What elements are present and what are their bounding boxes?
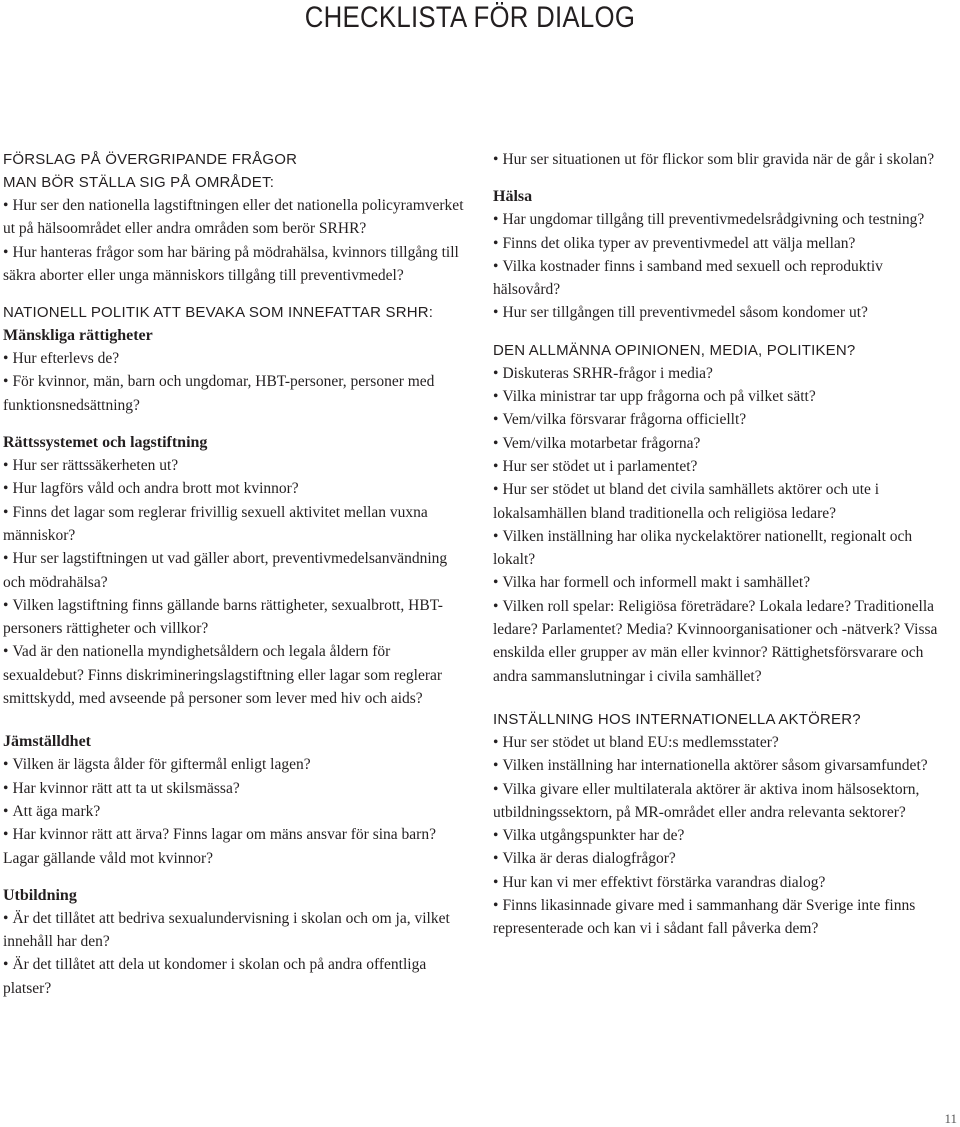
bullet-icon: • [3, 756, 9, 774]
intl-list [493, 731, 948, 941]
list-item-text: Har kvinnor rätt att ärva? Finns lagar om mäns ansvar för sina barn? Lagar gällande våld mot kvinnor? [3, 826, 436, 867]
list-item [3, 823, 473, 870]
list-item [493, 432, 948, 455]
education-cont-list [493, 148, 948, 171]
bullet-icon: • [493, 850, 499, 868]
section-heading-national-policy: NATIONELL POLITIK ATT BEVAKA SOM INNEFATTAR SRHR: [3, 304, 434, 322]
bullet-icon: • [3, 503, 9, 521]
bullet-icon: • [3, 643, 9, 661]
bullet-icon: • [493, 234, 499, 252]
equality-list [3, 753, 473, 869]
list-item-text: Vilka utgångspunkter har de? [502, 827, 685, 845]
list-item-text: Hur ser situationen ut för flickor som blir gravida när de går i skolan? [502, 151, 935, 168]
list-item-text: Har kvinnor rätt att ta ut skilsmässa? [12, 779, 240, 797]
list-item [493, 871, 948, 894]
bullet-icon: • [493, 481, 499, 499]
bullet-icon: • [493, 434, 499, 452]
list-item [493, 301, 948, 324]
list-item [493, 385, 948, 408]
list-item-text: Vem/vilka försvarar frågorna officiellt? [502, 411, 747, 429]
list-item [3, 640, 473, 710]
list-item-text: Hur efterlevs de? [12, 350, 120, 368]
bullet-icon: • [3, 826, 9, 844]
list-item-text: Hur ser rättssäkerheten ut? [12, 457, 179, 475]
bullet-icon: • [493, 597, 499, 615]
list-item-text: Har ungdomar tillgång till preventivmedelsrådgivning och testning? [502, 211, 925, 229]
list-item-text: Vilka givare eller multilaterala aktörer är aktiva inom hälsosektorn, utbildningssektorn, på MR-området eller andra relevanta sektorer? [493, 780, 920, 821]
list-item [493, 894, 948, 941]
list-item-text: Vilka kostnader finns i samband med sexuell och reproduktiv hälsovård? [493, 257, 883, 299]
bullet-icon: • [3, 802, 9, 820]
list-item-text: Är det tillåtet att bedriva sexualundervisning i skolan och om ja, vilket innehåll har den? [3, 909, 450, 951]
list-item [493, 847, 948, 870]
bullet-icon: • [3, 197, 9, 214]
bullet-icon: • [3, 909, 9, 927]
list-item [3, 800, 473, 823]
list-item [493, 362, 948, 385]
list-item [493, 455, 948, 478]
list-item [493, 754, 948, 777]
list-item [493, 255, 948, 302]
list-item [493, 731, 948, 754]
list-item-text: Hur lagförs våld och andra brott mot kvinnor? [12, 480, 299, 498]
list-item [493, 778, 948, 825]
human-rights-list [3, 347, 473, 417]
left-column [3, 148, 473, 1000]
list-item [493, 478, 948, 525]
list-item-text: Diskuteras SRHR-frågor i media? [502, 364, 713, 382]
section-heading-general-2: MAN BÖR STÄLLA SIG PÅ OMRÅDET: [3, 174, 275, 191]
section-heading-general-1: FÖRSLAG PÅ ÖVERGRIPANDE FRÅGOR [3, 151, 298, 168]
list-item-text: Att äga mark? [12, 802, 101, 820]
bullet-icon: • [3, 956, 9, 974]
section-heading-international: INSTÄLLNING HOS INTERNATIONELLA AKTÖRER? [493, 710, 861, 728]
list-item-text: Hur ser stödet ut bland EU:s medlemsstater? [502, 733, 779, 751]
bullet-icon: • [493, 527, 499, 545]
bullet-icon: • [493, 827, 499, 845]
bullet-icon: • [493, 733, 499, 751]
list-item-text: Hur kan vi mer effektivt förstärka varandras dialog? [502, 873, 826, 891]
list-item-text: Hur ser stödet ut bland det civila samhällets aktörer och ute i lokalsamhällen bland traditionella och religiösa ledare? [493, 481, 880, 522]
opinion-list [493, 362, 948, 688]
list-item-text: Vem/vilka motarbetar frågorna? [502, 434, 701, 452]
list-item-text: För kvinnor, män, barn och ungdomar, HBT-personer, personer med funktionsnedsättning? [3, 373, 435, 414]
list-item [3, 347, 473, 370]
list-item-text: Vilken inställning har olika nyckelaktörer nationellt, regionalt och lokalt? [493, 527, 913, 569]
subheading-education: Utbildning [3, 886, 77, 904]
list-item [3, 907, 473, 954]
page-title: CHECKLISTA FÖR DIALOG [304, 1, 635, 34]
right-column [493, 148, 948, 941]
list-item [493, 232, 948, 255]
health-list [493, 208, 948, 324]
bullet-icon: • [493, 304, 499, 322]
list-item [3, 594, 473, 641]
list-item-text: Finns det olika typer av preventivmedel att välja mellan? [502, 234, 856, 252]
list-item-text: Vilken är lägsta ålder för giftermål enligt lagen? [12, 756, 311, 774]
subheading-equality: Jämställdhet [3, 733, 91, 751]
bullet-icon: • [3, 779, 9, 797]
list-item-text: Hur ser tillgången till preventivmedel såsom kondomer ut? [502, 304, 868, 322]
list-item [3, 777, 473, 800]
list-item-text: Är det tillåtet att dela ut kondomer i skolan och på andra offentliga platser? [3, 956, 427, 997]
page-number: 11 [944, 1111, 957, 1126]
bullet-icon: • [493, 780, 499, 798]
list-item [3, 477, 473, 500]
list-item [493, 525, 948, 572]
list-item [3, 547, 473, 594]
bullet-icon: • [493, 873, 499, 891]
bullet-icon: • [493, 897, 499, 915]
list-item-text: Vilken inställning har internationella aktörer såsom givarsamfundet? [502, 757, 928, 775]
list-item-text: Finns det lagar som reglerar frivillig sexuell aktivitet mellan vuxna människor? [3, 503, 428, 544]
subheading-legal-system: Rättssystemet och lagstiftning [3, 434, 208, 452]
list-item [493, 408, 948, 431]
education-list [3, 907, 473, 1000]
bullet-icon: • [493, 757, 499, 775]
bullet-icon: • [493, 257, 499, 275]
list-item [3, 241, 473, 288]
bullet-icon: • [493, 411, 499, 429]
legal-list [3, 454, 473, 710]
bullet-icon: • [3, 596, 9, 614]
list-item-text: Hur ser den nationella lagstiftningen eller det nationella policyramverket ut på hälsoområdet eller andra områden som berör SRHR? [3, 197, 464, 238]
list-item [3, 194, 473, 241]
list-item [493, 571, 948, 594]
bullet-icon: • [493, 457, 499, 475]
bullet-icon: • [3, 350, 9, 368]
bullet-icon: • [493, 574, 499, 592]
list-item [3, 454, 473, 477]
list-item-text: Vilken lagstiftning finns gällande barns rättigheter, sexualbrott, HBT-personers rättigheter och villkor? [3, 596, 443, 638]
bullet-icon: • [493, 151, 499, 168]
list-item-text: Vilka har formell och informell makt i samhället? [502, 574, 811, 592]
list-item-text: Hur ser stödet ut i parlamentet? [502, 457, 698, 475]
list-item-text: Vilka ministrar tar upp frågorna och på vilket sätt? [502, 388, 816, 406]
bullet-icon: • [3, 457, 9, 475]
list-item [3, 370, 473, 417]
list-item-text: Finns likasinnade givare med i sammanhang där Sverige inte finns representerade och kan vi i sådant fall påverka dem? [493, 897, 916, 938]
list-item [493, 208, 948, 231]
subheading-health: Hälsa [493, 188, 533, 206]
bullet-icon: • [3, 373, 9, 391]
bullet-icon: • [3, 550, 9, 568]
bullet-icon: • [493, 388, 499, 406]
list-item-text: Vad är den nationella myndighetsåldern och legala åldern för sexualdebut? Finns diskrimineringslagstiftning eller lagar som reglerar smittskydd, med avseende på personer som lever med hiv och aids? [3, 643, 443, 708]
bullet-icon: • [493, 364, 499, 382]
list-item [493, 595, 948, 688]
bullet-icon: • [3, 480, 9, 498]
list-item [3, 953, 473, 1000]
list-item [3, 501, 473, 548]
bullet-icon: • [3, 243, 9, 261]
list-item-text: Hur hanteras frågor som har bäring på mödrahälsa, kvinnors tillgång till säkra aborter eller unga människors tillgång till preventivmedel? [3, 243, 459, 284]
section-heading-public-opinion: DEN ALLMÄNNA OPINIONEN, MEDIA, POLITIKEN? [493, 341, 856, 359]
list-item [493, 824, 948, 847]
list-item-text: Vilka är deras dialogfrågor? [502, 850, 676, 868]
list-item-text: Hur ser lagstiftningen ut vad gäller abort, preventivmedelsanvändning och mödrahälsa? [3, 550, 448, 591]
list-item-text: Vilken roll spelar: Religiösa företrädare? Lokala ledare? Traditionella ledare? Parlamentet? Media? Kvinnoorganisationer och -nätverk? Vissa enskilda eller grupper av män eller kvinnor? Rättighetsförsvarare och andra sammanslutningar i civila samhället? [493, 597, 938, 685]
subheading-human-rights: Mänskliga rättigheter [3, 327, 153, 345]
list-item [493, 148, 948, 171]
general-list [3, 194, 473, 287]
list-item [3, 753, 473, 776]
bullet-icon: • [493, 211, 499, 229]
